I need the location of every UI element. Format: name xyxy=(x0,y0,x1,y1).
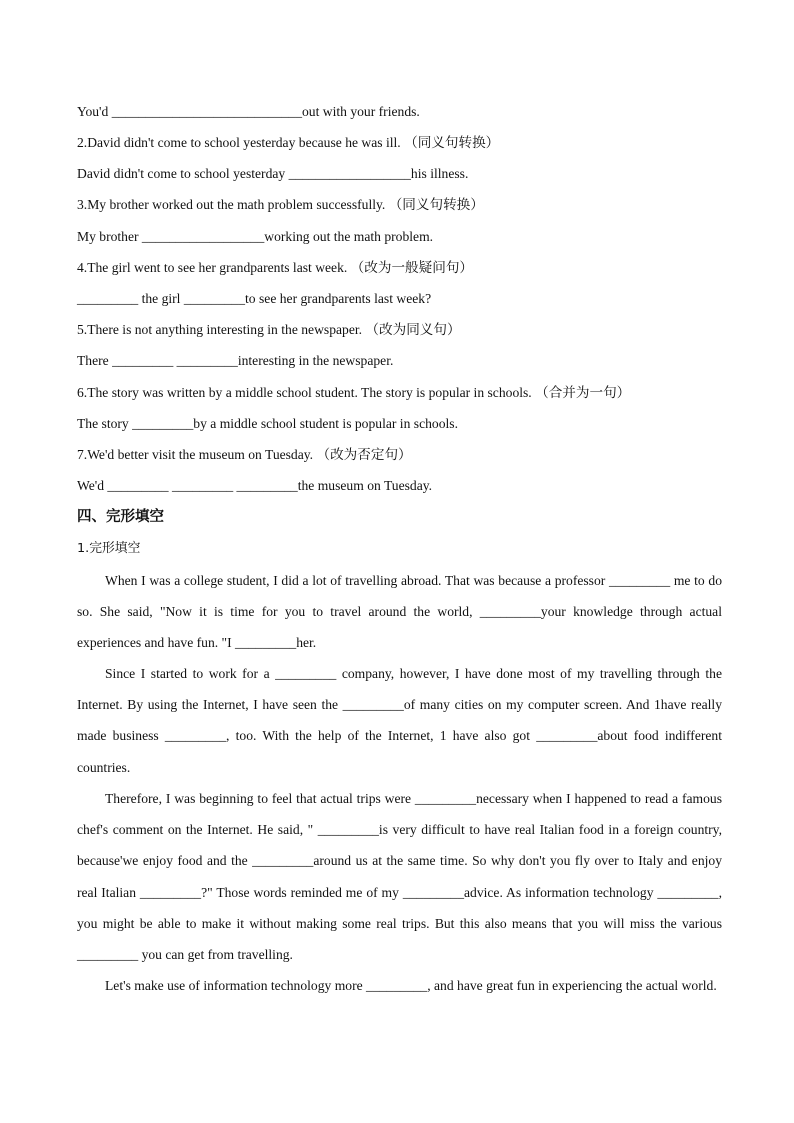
q4-answer-line: _________ the girl _________to see her grandparents last week? xyxy=(77,291,432,306)
passage-paragraph-2-text: Since I started to work for a _________ company, however, I have done most of my travelling through the Internet. By using the Internet, I have seen the _________of many cities on my computer screen. And 1have really made business _________, too. With the help of the Internet, 1 have also got _________about food indifferent countries. xyxy=(77,666,722,775)
q5-prompt: 5.There is not anything interesting in the newspaper. （改为同义句） xyxy=(77,322,461,337)
passage-paragraph-4-text: Let's make use of information technology more _________, and have great fun in experiencing the actual world. xyxy=(105,978,717,993)
passage-paragraph-1-text: When I was a college student, I did a lot of travelling abroad. That was because a professor _________ me to do so. She said, "Now it is time for you to travel around the world, _________your knowledge through actual experiences and have fun. "I _________her. xyxy=(77,573,722,651)
passage-paragraph-3 xyxy=(77,783,722,970)
q1-answer-line: You'd ____________________________out with your friends. xyxy=(77,104,420,119)
q2-answer-line: David didn't come to school yesterday __________________his illness. xyxy=(77,166,469,181)
passage-paragraph-4 xyxy=(77,970,722,1001)
q7-prompt: 7.We'd better visit the museum on Tuesday. （改为否定句） xyxy=(77,447,412,462)
passage-paragraph-3-text: Therefore, I was beginning to feel that actual trips were _________necessary when I happened to read a famous chef's comment on the Internet. He said, " _________is very difficult to have real Italian food in a foreign country, because'we enjoy food and the _________around us at the same time. So why don't you fly over to Italy and enjoy real Italian _________?" Those words reminded me of my _________advice. As information technology _________, you might be able to make it without making some real trips. But this also means that you will miss the various _________ you can get from travelling. xyxy=(77,791,722,963)
q3-answer-line: My brother __________________working out the math problem. xyxy=(77,229,434,244)
q6-prompt: 6.The story was written by a middle school student. The story is popular in schools. （合并为一句） xyxy=(77,385,631,400)
q2-prompt: 2.David didn't come to school yesterday because he was ill. （同义句转换） xyxy=(77,135,500,150)
section-heading: 四、完形填空 xyxy=(77,509,164,525)
q6-answer-line: The story _________by a middle school student is popular in schools. xyxy=(77,416,458,431)
q3-prompt: 3.My brother worked out the math problem successfully. （同义句转换） xyxy=(77,197,484,212)
passage-paragraph-1 xyxy=(77,565,722,659)
passage-paragraph-2 xyxy=(77,658,722,783)
q7-answer-line: We'd _________ _________ _________the museum on Tuesday. xyxy=(77,478,433,493)
q5-answer-line: There _________ _________interesting in the newspaper. xyxy=(77,353,394,368)
q4-prompt: 4.The girl went to see her grandparents last week. （改为一般疑问句） xyxy=(77,260,474,275)
section-subheading: 1.完形填空 xyxy=(77,541,141,556)
